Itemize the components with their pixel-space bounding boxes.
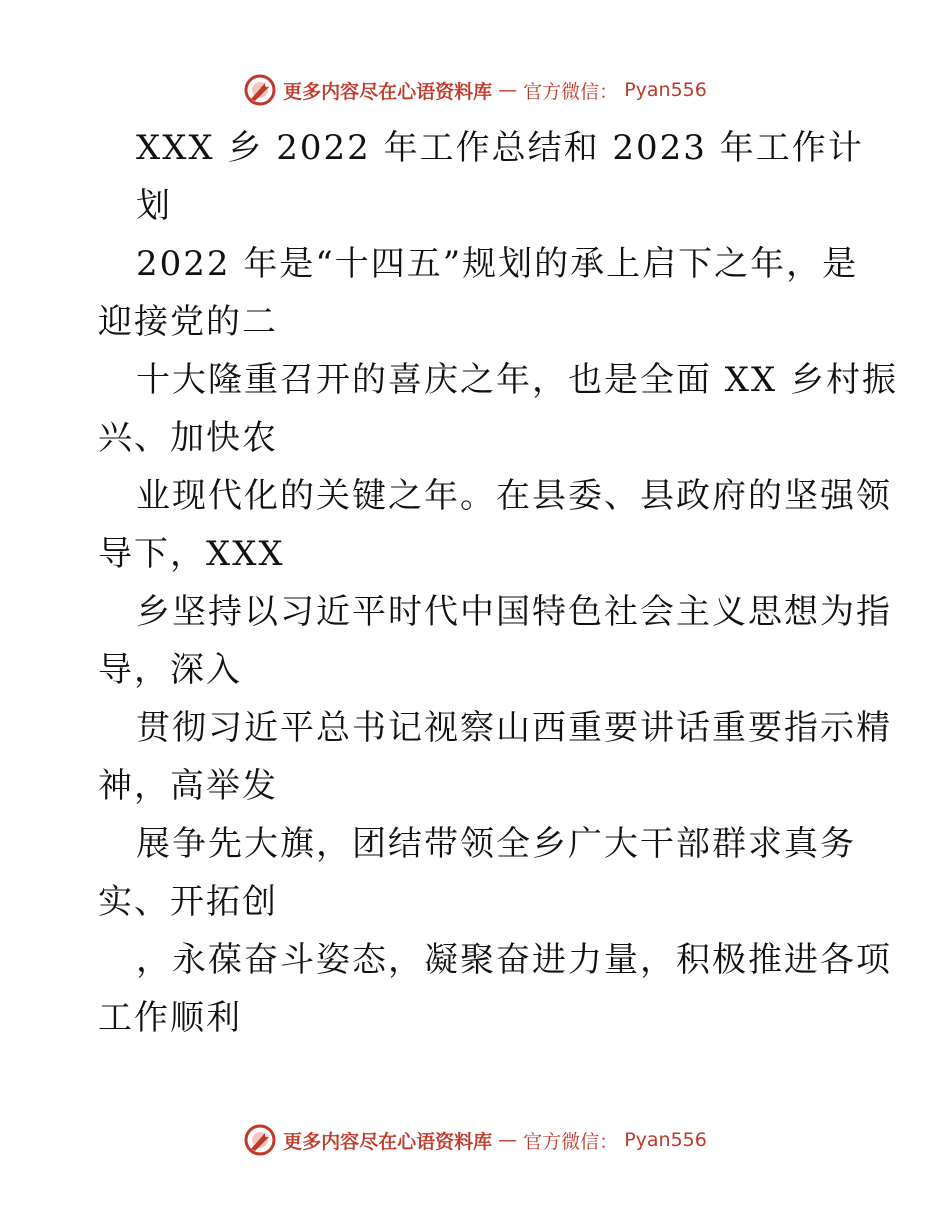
doc-paragraph-line: ，永葆奋斗姿态，凝聚奋进力量，积极推进各项 <box>136 940 892 980</box>
doc-paragraph-line: 神，高举发 <box>98 766 278 806</box>
doc-paragraph-line: 贯彻习近平总书记视察山西重要讲话重要指示精 <box>136 708 892 748</box>
doc-title-line-1: XXX 乡 2022 年工作总结和 2023 年工作计 <box>136 128 864 168</box>
watermark-id: Pyan556 <box>624 79 707 101</box>
doc-paragraph-line: 展争先大旗，团结带领全乡广大干部群求真务 <box>136 824 856 864</box>
watermark-title: 更多内容尽在心语资料库 <box>283 1130 493 1153</box>
watermark-id: Pyan556 <box>624 1129 707 1151</box>
doc-paragraph-line: 兴、加快农 <box>98 418 278 458</box>
watermark-separator: — <box>498 79 518 101</box>
pen-nib-seal-icon <box>243 1123 277 1157</box>
doc-paragraph-line: 业现代化的关键之年。在县委、县政府的坚强领 <box>136 476 892 516</box>
doc-paragraph-line: 实、开拓创 <box>98 882 278 922</box>
pen-nib-seal-icon <box>243 73 277 107</box>
header-watermark <box>0 70 950 110</box>
watermark-label: 官方微信： <box>523 1130 619 1153</box>
doc-paragraph-line: 工作顺利 <box>98 998 242 1038</box>
footer-watermark <box>0 1120 950 1160</box>
doc-paragraph-line: 2022 年是“十四五”规划的承上启下之年，是 <box>136 244 859 284</box>
doc-paragraph-line: 乡坚持以习近平时代中国特色社会主义思想为指 <box>136 592 892 632</box>
watermark-label: 官方微信： <box>523 80 619 103</box>
watermark-separator: — <box>498 1129 518 1151</box>
doc-paragraph-line: 导，深入 <box>98 650 242 690</box>
doc-title-line-2: 划 <box>136 186 172 226</box>
doc-paragraph-line: 十大隆重召开的喜庆之年，也是全面 XX 乡村振 <box>136 360 899 400</box>
doc-paragraph-line: 迎接党的二 <box>98 302 278 342</box>
watermark-title: 更多内容尽在心语资料库 <box>283 80 493 103</box>
doc-paragraph-line: 导下，XXX <box>98 534 285 574</box>
